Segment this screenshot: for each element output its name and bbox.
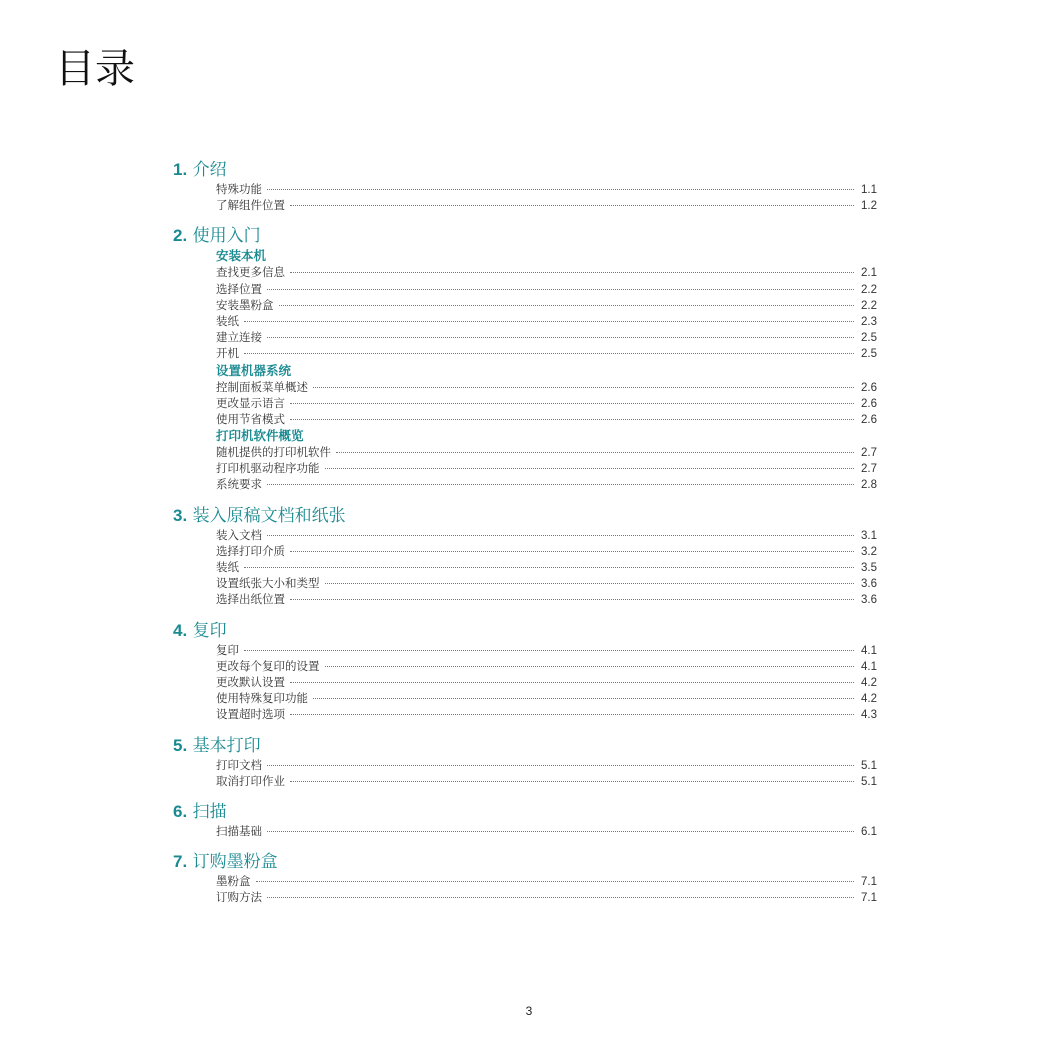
dot-leader (256, 881, 855, 882)
toc-entry[interactable] (216, 411, 877, 427)
toc-entry-page: 5.1 (861, 775, 877, 788)
toc-entry-label: 扫描基础 (216, 823, 262, 838)
toc-entry[interactable] (216, 379, 877, 395)
dot-leader (267, 337, 854, 338)
toc-entry-page: 2.2 (861, 299, 877, 312)
dot-leader (244, 567, 854, 568)
dot-leader (290, 272, 854, 273)
toc-entry[interactable] (216, 559, 877, 575)
toc-entry[interactable] (216, 591, 877, 607)
toc-entry-label: 选择出纸位置 (216, 592, 285, 607)
toc-entry-page: 4.2 (861, 693, 877, 706)
toc-entry-page: 7.1 (861, 892, 877, 905)
dot-leader (244, 650, 854, 651)
dot-leader (313, 387, 854, 388)
toc-entry-page: 4.1 (861, 660, 877, 673)
dot-leader (313, 698, 854, 699)
toc-entry-label: 系统要求 (216, 477, 262, 492)
toc-entry-page: 6.1 (861, 825, 877, 838)
dot-leader (267, 831, 854, 832)
chapter-number: 4. (173, 620, 188, 640)
toc-entry-label: 装纸 (216, 313, 239, 328)
dot-leader (279, 305, 855, 306)
section-subheading[interactable]: 安装本机 (216, 248, 267, 264)
toc-entry-label: 了解组件位置 (216, 198, 285, 213)
toc-entry-label: 设置超时选项 (216, 707, 285, 722)
section-subheading[interactable]: 设置机器系统 (216, 362, 292, 378)
toc-entry-page: 1.2 (861, 200, 877, 213)
toc-entry[interactable] (216, 527, 877, 543)
dot-leader (244, 353, 854, 354)
toc-entry-page: 5.1 (861, 759, 877, 772)
dot-leader (325, 468, 855, 469)
toc-entry-label: 特殊功能 (216, 182, 262, 196)
toc-entry[interactable] (216, 690, 877, 706)
dot-leader (325, 583, 855, 584)
toc-entry-label: 开机 (216, 346, 239, 361)
toc-entry[interactable] (216, 823, 877, 839)
toc-entry[interactable] (216, 757, 877, 773)
toc-entry-page: 3.6 (861, 594, 877, 607)
toc-entry-page: 2.1 (861, 267, 877, 280)
toc-entry-label: 装纸 (216, 560, 239, 574)
chapter-title: 装入原稿文档和纸张 (192, 505, 346, 526)
toc-entry-label: 装入文档 (216, 527, 262, 542)
toc-entry[interactable] (216, 674, 877, 690)
dot-leader (290, 551, 854, 552)
toc-entry[interactable] (216, 181, 877, 197)
chapter-number: 1. (173, 160, 188, 179)
toc-entry[interactable] (216, 197, 877, 213)
dot-leader (290, 205, 854, 206)
chapter-number: 6. (173, 801, 188, 821)
dot-leader (290, 599, 854, 600)
toc-entry-page: 2.2 (861, 283, 877, 296)
toc-chapter (173, 619, 877, 723)
toc-entry-label: 取消打印作业 (216, 773, 285, 788)
toc-entry-label: 设置纸张大小和类型 (216, 576, 320, 591)
chapter-heading[interactable] (173, 800, 877, 823)
toc-entry-page: 2.6 (861, 413, 877, 426)
dot-leader (267, 897, 854, 898)
toc-entry[interactable] (216, 642, 877, 658)
toc-entry-label: 安装墨粉盒 (216, 297, 274, 312)
toc-entry-page: 2.5 (861, 332, 877, 345)
chapter-title: 扫描 (192, 801, 227, 822)
dot-leader (267, 289, 854, 290)
toc-entry-label: 更改默认设置 (216, 674, 285, 689)
dot-leader (336, 452, 854, 453)
toc-entry[interactable] (216, 706, 877, 722)
toc-entry-page: 3.6 (861, 578, 877, 591)
chapter-title: 基本打印 (192, 735, 261, 756)
toc-entry-page: 3.5 (861, 562, 877, 574)
section-subheading[interactable]: 打印机软件概览 (216, 428, 304, 444)
toc-entry-label: 使用节省模式 (216, 411, 285, 426)
toc-entry-label: 使用特殊复印功能 (216, 691, 308, 706)
toc-entry-label: 复印 (216, 642, 239, 657)
toc-entry-label: 选择打印介质 (216, 543, 285, 558)
toc-entry-page: 2.3 (861, 315, 877, 328)
toc-entry-page: 2.7 (861, 447, 877, 460)
toc-entry[interactable] (216, 873, 877, 889)
chapter-number: 3. (173, 505, 188, 525)
toc-entry-page: 2.5 (861, 348, 877, 361)
dot-leader (290, 682, 854, 683)
toc-entry[interactable] (216, 658, 877, 674)
toc-entry[interactable] (216, 460, 877, 476)
toc-entry[interactable] (216, 476, 877, 492)
toc-entry-page: 4.3 (861, 709, 877, 722)
toc-entry-page: 3.1 (861, 529, 877, 542)
toc-entry-label: 建立连接 (216, 330, 262, 345)
toc-chapter (173, 800, 877, 839)
toc-entry[interactable] (216, 773, 877, 789)
toc-chapter (173, 504, 877, 608)
toc-entry-label: 订购方法 (216, 890, 262, 905)
toc-entry-page: 4.2 (861, 676, 877, 689)
chapter-title: 介绍 (192, 160, 227, 180)
page-title: 目录 (55, 46, 135, 92)
toc-entry[interactable] (216, 889, 877, 905)
chapter-number: 5. (173, 735, 188, 755)
toc-chapter (173, 224, 877, 492)
chapter-heading[interactable] (173, 850, 877, 873)
toc-entry-label: 打印机驱动程序功能 (216, 461, 320, 476)
toc-entry-page: 2.6 (861, 381, 877, 394)
toc-entry-label: 控制面板菜单概述 (216, 379, 308, 394)
toc-entry-page: 7.1 (861, 876, 877, 889)
toc-entry[interactable] (216, 444, 877, 460)
toc-entry[interactable] (216, 264, 877, 280)
toc-entry[interactable] (216, 313, 877, 329)
toc-chapter (173, 734, 877, 789)
toc-entry[interactable] (216, 281, 877, 297)
dot-leader (290, 403, 854, 404)
toc-entry-label: 选择位置 (216, 281, 262, 296)
dot-leader (290, 419, 854, 420)
toc-entry[interactable] (216, 297, 877, 313)
chapter-heading[interactable] (173, 734, 877, 757)
toc-chapter (173, 158, 877, 213)
chapter-title: 使用入门 (192, 226, 261, 247)
dot-leader (325, 666, 855, 667)
toc-entry[interactable] (216, 345, 877, 361)
dot-leader (267, 765, 854, 766)
chapter-title: 订购墨粉盒 (192, 852, 278, 873)
toc-entry-page: 2.8 (861, 479, 877, 492)
chapter-title: 复印 (192, 620, 227, 641)
dot-leader (267, 189, 854, 190)
toc-entry-label: 更改显示语言 (216, 395, 285, 410)
toc-entry-label: 查找更多信息 (216, 265, 285, 280)
chapter-number: 7. (173, 852, 188, 872)
toc-entry-label: 墨粉盒 (216, 874, 251, 889)
chapter-heading[interactable] (173, 619, 877, 642)
dot-leader (267, 535, 854, 536)
toc-entry-page: 2.6 (861, 397, 877, 410)
page-number: 3 (525, 1004, 533, 1018)
toc-entry[interactable] (216, 329, 877, 345)
dot-leader (290, 781, 854, 782)
chapter-heading[interactable] (173, 158, 877, 181)
toc-entry-page: 2.7 (861, 463, 877, 476)
toc-entry-page: 4.1 (861, 644, 877, 657)
toc-entry-label: 打印文档 (216, 757, 262, 772)
toc-entry[interactable] (216, 543, 877, 559)
table-of-contents (173, 158, 877, 916)
toc-entry-label: 更改每个复印的设置 (216, 658, 320, 673)
toc-entry-label: 随机提供的打印机软件 (216, 445, 331, 460)
toc-entry-page: 3.2 (861, 545, 877, 558)
chapter-heading[interactable] (173, 504, 877, 527)
toc-entry-page: 1.1 (861, 184, 877, 196)
chapter-number: 2. (173, 226, 188, 246)
dot-leader (290, 714, 854, 715)
dot-leader (244, 321, 854, 322)
toc-entry[interactable] (216, 395, 877, 411)
chapter-heading[interactable] (173, 224, 877, 247)
dot-leader (267, 484, 854, 485)
toc-entry[interactable] (216, 575, 877, 591)
toc-chapter (173, 850, 877, 905)
